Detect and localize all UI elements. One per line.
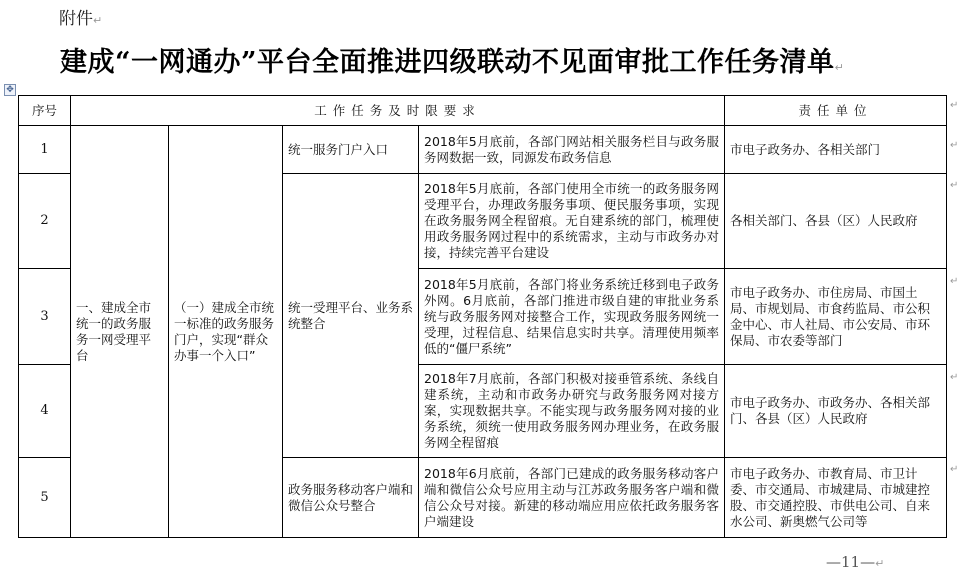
attachment-label: 附件↵ — [59, 9, 103, 29]
row-seq: 4 — [19, 365, 71, 458]
row-seq: 3 — [19, 269, 71, 365]
row-end-mark: ↵ — [950, 464, 959, 475]
task-cell: 统一服务门户入口 — [283, 126, 419, 174]
row-seq: 5 — [19, 458, 71, 538]
page-number: —11—↵ — [826, 553, 885, 571]
unit-cell: 市电子政务办、市教育局、市卫计委、市交通局、市城建局、市城建控股、市交通控股、市供电公司、自来水公司、新奥燃气公司等 — [725, 458, 947, 538]
header-units: 责任单位 — [725, 96, 947, 126]
row-end-mark: ↵ — [950, 140, 959, 151]
table-header-row — [19, 96, 947, 126]
unit-cell: 市电子政务办、市住房局、市国土局、市规划局、市食药监局、市公积金中心、市人社局、市公安局、市环保局、市农委等部门 — [725, 269, 947, 365]
table-move-handle-icon[interactable]: ✥ — [4, 84, 16, 96]
task-list-table — [18, 95, 947, 538]
group-level2-cell: （一）建成全市统一标准的政务服务门户，实现“群众办事一个入口” — [169, 126, 283, 538]
header-tasks: 工作任务及时限要求 — [71, 96, 725, 126]
row-end-mark: ↵ — [950, 372, 959, 383]
unit-cell: 各相关部门、各县（区）人民政府 — [725, 174, 947, 269]
row-end-mark: ↵ — [950, 180, 959, 191]
row-end-mark: ↵ — [950, 276, 959, 287]
task-cell: 统一受理平台、业务系统整合 — [283, 174, 419, 458]
requirement-cell: 2018年5月底前，各部门将业务系统迁移到电子政务外网。6月底前，各部门推进市级自建的审批业务系统与政务服务网对接整合工作，实现政务服务网统一受理，过程信息、结果信息实时共享。清理使用频率低的“僵尸系统” — [419, 269, 725, 365]
requirement-cell: 2018年5月底前，各部门网站相关服务栏目与政务服务网数据一致，同源发布政务信息 — [419, 126, 725, 174]
table-row — [19, 126, 947, 174]
row-seq: 2 — [19, 174, 71, 269]
unit-cell: 市电子政务办、市政务办、各相关部门、各县（区）人民政府 — [725, 365, 947, 458]
task-cell: 政务服务移动客户端和微信公众号整合 — [283, 458, 419, 538]
document-title: 建成“一网通办”平台全面推进四级联动不见面审批工作任务清单↵ — [60, 47, 845, 78]
row-seq: 1 — [19, 126, 71, 174]
requirement-cell: 2018年6月底前，各部门已建成的政务服务移动客户端和微信公众号应用主动与江苏政务服务客户端和微信公众号对接。新建的移动端应用应依托政务服务客户端建设 — [419, 458, 725, 538]
requirement-cell: 2018年5月底前，各部门使用全市统一的政务服务网受理平台，办理政务服务事项、便民服务事项，实现在政务服务网全程留痕。无自建系统的部门，梳理使用政务服务网过程中的系统需求，主动与市政务办对接，持续完善平台建设 — [419, 174, 725, 269]
group-level1-cell: 一、建成全市统一的政务服务一网受理平台 — [71, 126, 169, 538]
row-end-mark: ↵ — [950, 100, 959, 111]
unit-cell: 市电子政务办、各相关部门 — [725, 126, 947, 174]
requirement-cell: 2018年7月底前，各部门积极对接垂管系统、条线自建系统，主动和市政务办研究与政务服务网对接方案，实现数据共享。不能实现与政务服务网对接的业务系统，须统一使用政务服务网办理业务，在政务服务网全程留痕 — [419, 365, 725, 458]
header-seq: 序号 — [19, 96, 71, 126]
